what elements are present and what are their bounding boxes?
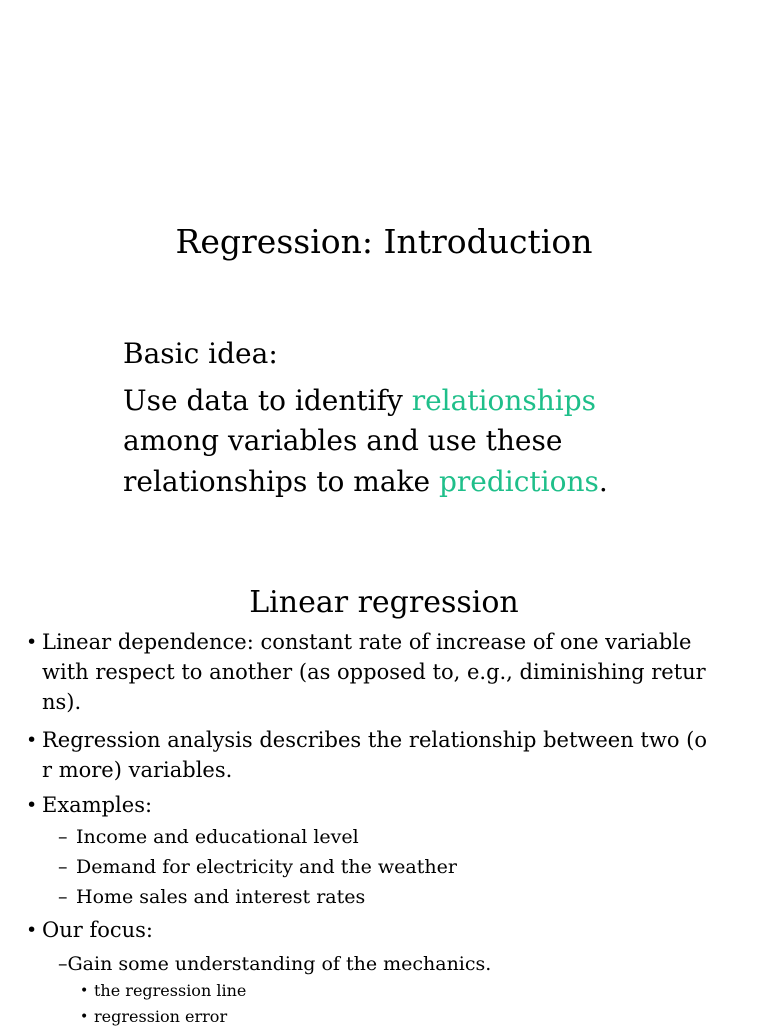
bullet-text: Regression analysis describes the relationship between two (o: [42, 728, 707, 752]
body-line-2: among variables and use these: [123, 424, 563, 457]
slide-linear-regression: [0, 560, 768, 1024]
dash-icon: –: [58, 856, 68, 878]
dash-icon: –: [58, 953, 68, 975]
bullet-dot-icon: •: [80, 983, 89, 999]
bullet-dot-icon: •: [26, 794, 38, 816]
sub-bullet-text: Home sales and interest rates: [76, 886, 366, 908]
bullet-continuation: ns).: [42, 690, 82, 714]
bullet-dot-icon: •: [26, 729, 38, 751]
accent-word-relationships: relationships: [411, 384, 597, 417]
body-text: Use data to identify: [123, 384, 412, 417]
bullet-continuation: with respect to another (as opposed to, e.g., diminishing retur: [42, 660, 706, 684]
sub-sub-bullet-text: regression error: [94, 1007, 228, 1026]
body-line-3: [123, 462, 608, 502]
bullet-dot-icon: •: [80, 1009, 89, 1025]
body-text: relationships to make: [123, 465, 439, 498]
sub-bullet-text: Demand for electricity and the weather: [76, 856, 457, 878]
accent-word-predictions: predictions: [438, 465, 599, 498]
body-line-1: [123, 381, 596, 421]
basic-idea-heading: Basic idea:: [123, 337, 278, 370]
slide-title: Regression: Introduction: [175, 222, 593, 261]
dash-icon: –: [58, 826, 68, 848]
sub-bullet-item: [58, 949, 491, 979]
bullet-text: Linear dependence: constant rate of increase of one variable: [42, 630, 692, 654]
sub-bullet-text: Income and educational level: [76, 826, 359, 848]
sub-sub-bullet-text: the regression line: [94, 981, 247, 1000]
bullet-text: Examples:: [42, 793, 153, 817]
bullet-text: Our focus:: [42, 918, 154, 942]
bullet-dot-icon: •: [26, 919, 38, 941]
dash-icon: –: [58, 886, 68, 908]
period: .: [598, 465, 608, 498]
slide-title: Linear regression: [249, 585, 519, 620]
bullet-continuation: r more) variables.: [42, 758, 233, 782]
bullet-dot-icon: •: [26, 631, 38, 653]
sub-bullet-text: Gain some understanding of the mechanics.: [67, 953, 492, 975]
